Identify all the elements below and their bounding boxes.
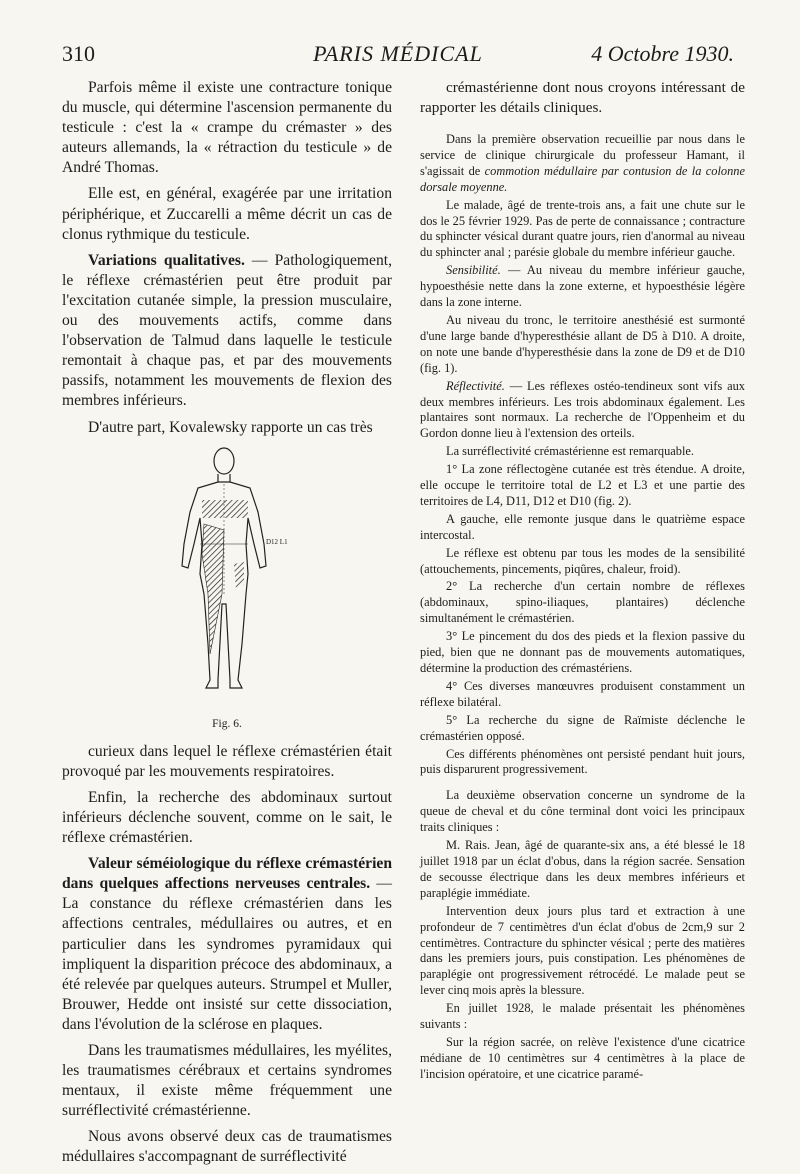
paragraph-text: — La constance du réflexe crémastérien dans les affections centrales, médullaires ou autres, et en particulier dans les syndromes pyramidaux qui impliquent la disparition précoce des abdominaux, a été relevée par quelques auteurs. Strumpel et Muller, Brouwer, Hedde ont insisté sur cette dissociation, dans l'évolution de la sclérose en plaques. <box>62 875 392 1033</box>
right-column <box>420 78 745 1085</box>
paragraph: 2° La recherche d'un certain nombre de réflexes (abdominaux, spino-iliaques, plantaires) déclenche simultanément le crémastérien. <box>420 579 745 626</box>
paragraph: La surréflectivité crémastérienne est remarquable. <box>446 444 695 459</box>
paragraph: Parfois même il existe une contracture tonique du muscle, qui détermine l'ascension permanente du testicule : c'est la « crampe du crémaster » des auteurs allemands, la « rétraction du testicule » de André Thomas. <box>62 79 392 177</box>
paragraph: crémastérienne dont nous croyons intéressant de rapporter les détails cliniques. <box>420 79 745 116</box>
paragraph: Le malade, âgé de trente-trois ans, a fait une chute sur le dos le 25 février 1929. Pas de perte de connaissance ; contracture du sphincter vésical durant quatre jours, rien d'anormal au niveau du sphincter anal ; parésie globale du membre inférieur gauche. <box>420 197 745 260</box>
paragraph: 5° La recherche du signe de Raïmiste déclenche le crémastérien opposé. <box>420 712 745 743</box>
figure-6 <box>62 444 392 734</box>
paragraph: Intervention deux jours plus tard et extraction à une profondeur de 7 centimètres d'un éclat d'obus de 2cm,9 sur 2 centimètres. Contracture du sphincter vésical ; perte des matières dans les premiers jours, puis constipation. Les phénomènes de paraplégie ont progressivement rétrocédé. Le malade peut se lever cinq mois après la blessure. <box>420 903 745 998</box>
paragraph-text: — Pathologiquement, le réflexe crémastérien peut être produit par l'excitation cutanée simple, la pression musculaire, ou des mouvements actifs, comme dans l'observation de Talmud dans laquelle le testicule remontait à chaque pas, et par des mouvements passifs, notamment les mouvements de flexion des membres inférieurs. <box>62 251 392 410</box>
paragraph: Enfin, la recherche des abdominaux surtout inférieurs déclenche souvent, comme on le sait, le réflexe crémastérien. <box>62 788 392 847</box>
paragraph: curieux dans lequel le réflexe crémastérien était provoqué par les mouvements respiratoires. <box>62 742 392 780</box>
paragraph <box>420 132 745 196</box>
page-header <box>62 40 734 76</box>
page-number: 310 <box>62 41 95 66</box>
paragraph-text: — Au niveau du membre inférieur gauche, hypoesthésie nette dans la zone externe, et hypoesthésie légère dans la zone interne. <box>420 263 745 310</box>
paragraph: Elle est, en général, exagérée par une irritation périphérique, et Zuccarelli a même décrit un cas de clonus rythmique du testicule. <box>62 185 392 243</box>
paragraph: Sur la région sacrée, on relève l'existence d'une cicatrice médiane de 10 centimètres sur 4 centimètres à la place de l'incision opératoire, et une cicatrice paramé- <box>420 1034 745 1081</box>
paragraph <box>62 251 392 412</box>
body-diagram-illustration <box>152 444 302 712</box>
paragraph: 3° Le pincement du dos des pieds et la flexion passive du pied, bien que ne donnant pas de mouvements automatiques, détermine la production des crémastériens. <box>420 629 745 675</box>
paragraph: Le réflexe est obtenu par tous les modes de la sensibilité (attouchements, pincements, piqûres, chaleur, froid). <box>420 545 745 576</box>
paragraph: 1° La zone réflectogène cutanée est très étendue. A droite, elle occupe le territoire total de L2 et L3 et une partie des territoires de L4, D11, D12 et D10 (fig. 2). <box>420 462 745 508</box>
journal-title: PARIS MÉDICAL <box>313 41 483 66</box>
issue-date: 4 Octobre 1930. <box>591 41 734 66</box>
paragraph: Ces différents phénomènes ont persisté pendant huit jours, puis disparurent progressivement. <box>420 746 745 777</box>
subsection-label: Réflectivité. <box>446 378 505 393</box>
figure-caption: Fig. 6. <box>212 717 242 730</box>
paragraph: 4° Ces diverses manœuvres produisent constamment un réflexe bilatéral. <box>420 678 745 709</box>
paragraph: Nous avons observé deux cas de traumatismes médullaires s'accompagnant de surréflectivité <box>62 1128 392 1166</box>
italic-text: commotion médullaire par contusion de la colonne dorsale moyenne. <box>420 163 745 194</box>
section-heading: Valeur séméiologique du réflexe crémastérien dans quelques affections nerveuses centrales. <box>62 855 392 893</box>
paragraph <box>62 854 392 1035</box>
figure-annotation: D12 L1 <box>266 537 288 546</box>
paragraph: En juillet 1928, le malade présentait les phénomènes suivants : <box>420 1001 745 1032</box>
section-heading: Variations qualitatives. <box>88 251 245 269</box>
paragraph: D'autre part, Kovalewsky rapporte un cas très <box>88 418 373 436</box>
subsection-label: Sensibilité. <box>446 263 501 278</box>
paragraph: Au niveau du tronc, le territoire anesthésié est surmonté d'une large bande d'hyperesthésie allant de D5 à D10. A droite, on note une bande d'hyperesthésie dans la zone de D9 et de D10 (fig. 1). <box>420 312 745 375</box>
paragraph: La deuxième observation concerne un syndrome de la queue de cheval et du cône terminal dont voici les principaux traits cliniques : <box>420 788 745 835</box>
paragraph-text: — Les réflexes ostéo-tendineux sont vifs aux deux membres inférieurs. Les trois abdominaux également. Les plantaires sont normaux. La recherche de l'Oppenheim et du Gordon donne lieu à l'extension des orteils. <box>420 378 745 441</box>
paragraph: M. Rais. Jean, âgé de quarante-six ans, a été blessé le 18 juillet 1918 par un éclat d'obus, dans la région sacrée. Sensation de secousse électrique dans les deux membres inférieurs et paraplégie immédiate. <box>420 838 745 900</box>
paragraph-text: Dans la première observation recueillie par nous dans le service de clinique chirurgicale du professeur Hamant, il s'agissait de <box>420 132 745 178</box>
paragraph: A gauche, elle remonte jusque dans le quatrième espace intercostal. <box>420 511 745 542</box>
paragraph <box>420 263 745 311</box>
paragraph <box>420 379 745 443</box>
paragraph: Dans les traumatismes médullaires, les myélites, les traumatismes cérébraux et certains syndromes mentaux, il existe même fréquemment une surréflectivité crémastérienne. <box>62 1042 392 1120</box>
left-column <box>62 78 392 1174</box>
